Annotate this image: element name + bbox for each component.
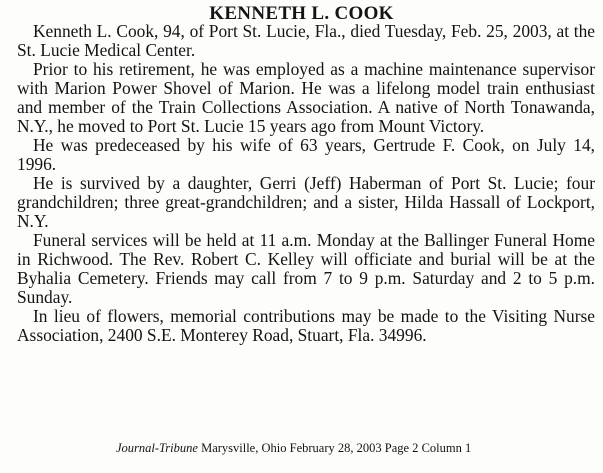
credit-location: Marysville, Ohio (201, 441, 287, 455)
obituary-paragraph-survivors: He is survived by a daughter, Gerri (Jeff) Haberman of Port St. Lucie; four grandchildren; three great-grandchildren; and a sister, Hilda Hassall of Lockport, N.Y. (17, 173, 595, 231)
source-credit-line (116, 441, 471, 455)
obituary-paragraph-predeceased: He was predeceased by his wife of 63 years, Gertrude F. Cook, on July 14, 1996. (17, 135, 595, 174)
obituary-headline: KENNETH L. COOK (209, 3, 394, 24)
obituary-paragraph-death-notice: Kenneth L. Cook, 94, of Port St. Lucie, Fla., died Tuesday, Feb. 25, 2003, at the St. Lucie Medical Center. (17, 21, 595, 60)
credit-column: Column 1 (421, 441, 472, 455)
obituary-paragraph-services: Funeral services will be held at 11 a.m. Monday at the Ballinger Funeral Home in Richwood. The Rev. Robert C. Kelley will officiate and burial will be at the Byhalia Cemetery. Friends may call from 7 to 9 p.m. Saturday and 2 to 5 p.m. Sunday. (17, 230, 595, 307)
credit-date: February 28, 2003 (289, 441, 382, 455)
obituary-paragraph-memorials: In lieu of flowers, memorial contributions may be made to the Visiting Nurse Association, 2400 S.E. Monterey Road, Stuart, Fla. 34996. (17, 306, 595, 345)
obituary-paragraph-career: Prior to his retirement, he was employed as a machine maintenance supervisor with Marion Power Shovel of Marion. He was a lifelong model train enthusiast and member of the Train Collections Association. A native of North Tonawanda, N.Y., he moved to Port St. Lucie 15 years ago from Mount Victory. (17, 59, 595, 136)
obituary-body (17, 22, 595, 345)
credit-page: Page 2 (384, 441, 419, 455)
credit-publication: Journal-Tribune (116, 441, 198, 455)
